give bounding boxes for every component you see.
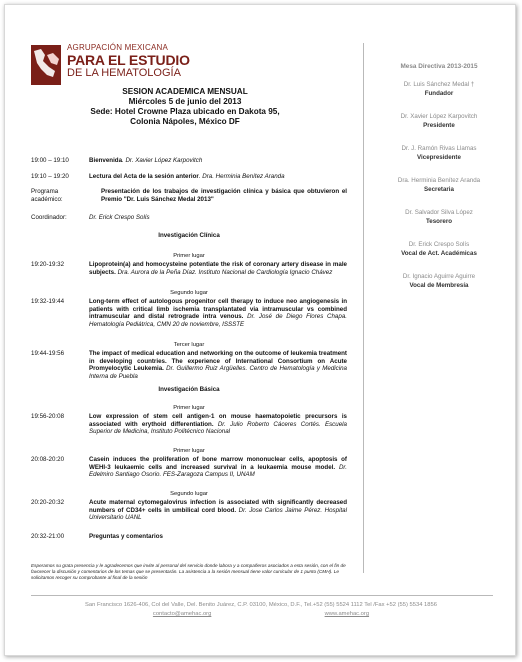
talk-authors: Dr. Edelmiro Santiago Osorio. FES-Zaragoza Campus II, UNAM xyxy=(89,463,347,479)
talk-time: 19:20-19:32 xyxy=(31,261,65,268)
association-logo xyxy=(31,41,201,91)
program-description: Presentación de los trabajos de investigación clínica y básica que obtuvieron el Premio "Dr. Luis Sánchez Medal 2013" xyxy=(101,188,347,203)
agenda-time: 20:32-21:00 xyxy=(31,533,65,540)
talk-authors: Dr. Guillermo Ruiz Argüelles. Centro de Hematología y Medicina Interna de Puebla xyxy=(89,365,347,380)
talk-authors: Dr. José de Diego Flores Chapa. Hematología Pediátrica, CMN 20 de noviembre, ISSSTE xyxy=(89,313,347,328)
talk-title: Long-term effect of autologous progenitor cell therapy to induce neo angiogenesis in patients with critical limb ischemia transplantated via intramuscular vs combined intramuscular and distal retrograde intra venous. xyxy=(89,298,347,321)
talk-time: 20:20-20:32 xyxy=(31,499,65,506)
logo-line-1: AGRUPACIÓN MEXICANA xyxy=(67,43,168,52)
talk-authors: Dr. Julio Roberto Cáceres Cortés. Escuela Superior de Medicina, Instituto Politécnico Nacional xyxy=(89,420,347,436)
section-heading-clinical: Investigación Clínica xyxy=(158,232,220,239)
member-role: Fundador xyxy=(424,90,454,97)
member-role: Vicepresidente xyxy=(417,154,461,161)
member-role: Vocal de Act. Académicas xyxy=(401,250,477,257)
agenda-text xyxy=(89,173,347,181)
talk-time: 19:32-19:44 xyxy=(31,298,65,305)
member-name: Dr. Luis Sánchez Medal † xyxy=(403,81,475,88)
agenda-text xyxy=(89,214,347,222)
member-role: Presidente xyxy=(423,122,455,129)
talk-title: Lipoprotein(a) and homocysteine potentiate the risk of coronary artery disease in male subjects. xyxy=(89,261,347,276)
member-name: Dr. Xavier López Karpovitch xyxy=(400,113,478,120)
talk-text xyxy=(89,456,347,479)
talk-title: Low expression of stem cell antigen-1 on mouse haematopoietic precursors is associated with erythoid differentiation. xyxy=(89,413,347,428)
session-venue: Sede: Hotel Crowne Plaza ubicado en Dakota 95, xyxy=(90,107,280,116)
coordinator-label: Coordinador: xyxy=(31,214,67,221)
board-member xyxy=(369,176,509,194)
session-title: SESION ACADEMICA MENSUAL xyxy=(122,87,248,96)
session-address: Colonia Nápoles, México DF xyxy=(130,117,240,126)
member-name: Dr. Salvador Silva López xyxy=(405,209,473,216)
member-name: Dra. Herminia Benítez Aranda xyxy=(397,177,481,184)
program-text xyxy=(101,188,347,203)
talk-time: 19:44-19:56 xyxy=(31,350,65,357)
footer-website-link[interactable]: www.amehac.org xyxy=(324,611,370,617)
mexico-map-logo-icon xyxy=(31,41,65,87)
member-name: Dr. Erick Crespo Solís xyxy=(408,241,470,248)
award-place: Primer lugar xyxy=(173,253,205,259)
footer-divider xyxy=(31,595,493,596)
agenda-time: 19:00 – 19:10 xyxy=(31,157,69,164)
talk-text xyxy=(89,298,347,328)
board-member xyxy=(369,144,509,162)
agenda-item-person: . Dra. Herminia Benítez Aranda xyxy=(198,173,285,180)
coordinator-name: Dr. Erick Crespo Solís xyxy=(89,214,150,221)
section-heading-basic: Investigación Básica xyxy=(158,386,220,393)
agenda-text xyxy=(89,157,347,165)
member-name: Dr. Ignacio Aguirre Aguirre xyxy=(402,273,476,280)
logo-line-3: DE LA HEMATOLOGÍA xyxy=(67,67,181,79)
footer-address: San Francisco 1626-406, Col del Valle, Del. Benito Juárez, C.P. 03100, México, D.F., Tel.+52 (55) 5524 1112 Tel /Fax +52 (55) 5534 1856 xyxy=(85,602,437,608)
board-member xyxy=(369,272,509,290)
member-role: Secretaria xyxy=(424,186,454,193)
talk-time: 20:08-20:20 xyxy=(31,456,65,463)
document-page xyxy=(4,4,516,656)
award-place: Segundo lugar xyxy=(170,290,208,296)
logo-line-2: PARA EL ESTUDIO xyxy=(67,52,190,68)
agenda-item-title: Bienvenida xyxy=(89,157,123,164)
sidebar-divider xyxy=(363,43,364,573)
talk-text xyxy=(89,413,347,436)
talk-text xyxy=(89,350,347,380)
award-place: Primer lugar xyxy=(173,448,205,454)
agenda-text xyxy=(89,533,347,541)
talk-authors: Dr. Jose Carlos Jaime Pérez. Hospital Universitario UANL xyxy=(89,506,347,522)
board-title: Mesa Directiva 2013-2015 xyxy=(400,63,478,70)
board-member xyxy=(369,240,509,258)
member-role: Vocal de Membresía xyxy=(409,282,469,289)
program-label: Programa académico: xyxy=(31,188,63,203)
footnote: Esperamos su grata presencia y le agradecemos que invite al personal del servicio donde labora y a compañeros asociados a esta sesión, con el fin de favorecer la discusión y comentarios de los temas que se presentarán. La asistencia a la sesión mensual tiene valor curricular de 1 punto (CMH). Le solicitamos recoger su comprobante al final de la sesión xyxy=(31,563,346,580)
board-member xyxy=(369,112,509,130)
talk-text xyxy=(89,261,347,276)
board-sidebar xyxy=(369,63,509,304)
talk-authors: Dra. Aurora de la Peña Díaz. Instituto Nacional de Cardiología Ignacio Chávez xyxy=(117,268,333,276)
award-place: Tercer lugar xyxy=(173,342,205,348)
session-date: Miércoles 5 de junio del 2013 xyxy=(128,97,242,106)
talk-text xyxy=(89,499,347,522)
talk-time: 19:56-20:08 xyxy=(31,413,65,420)
board-member xyxy=(369,208,509,226)
talk-title: Acute maternal cytomegalovirus infection is associated with significantly decreased numbers of CD34+ cells in umbilical cord blood. xyxy=(89,499,347,514)
agenda-item-person: . Dr. Xavier López Karpovitch xyxy=(122,157,203,164)
member-name: Dr. J. Ramón Rivas Llamas xyxy=(401,145,477,152)
agenda-item-title: Lectura del Acta de la sesión anterior xyxy=(89,173,199,180)
talk-title: Casein induces the proliferation of bone marrow mononuclear cells, apoptosis of WEHI-3 leukaemic cells and increased survival in a leukaemia mouse model. xyxy=(89,456,347,471)
member-role: Tesorero xyxy=(425,218,453,225)
closing-text: Preguntas y comentarios xyxy=(89,533,163,540)
board-member xyxy=(369,80,509,98)
agenda-time: 19:10 – 19:20 xyxy=(31,173,69,180)
talk-title: The impact of medical education and networking on the outcome of leukemia treatment in developing countries. The experience of International Consortium on Acute Promyelocytic Leukemia. xyxy=(89,350,347,373)
footer-email-link[interactable]: contacto@amehac.org xyxy=(152,611,212,617)
award-place: Primer lugar xyxy=(173,405,205,411)
footer-contact xyxy=(25,611,497,617)
award-place: Segundo lugar xyxy=(170,491,208,497)
